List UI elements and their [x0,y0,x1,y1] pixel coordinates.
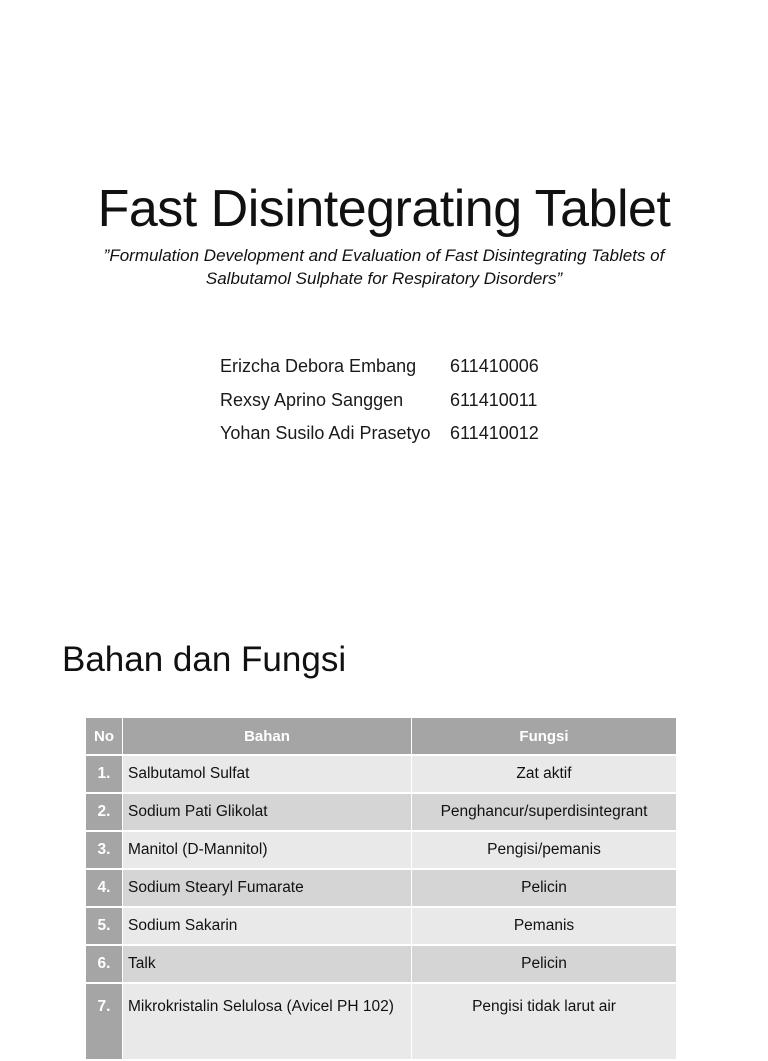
slide-title: Fast Disintegrating Tablet [97,180,671,238]
row-bahan: Manitol (D-Mannitol) [123,832,412,870]
author-row [220,417,539,451]
row-fungsi: Zat aktif [412,756,676,794]
author-name: Yohan Susilo Adi Prasetyo [220,423,431,443]
materials-table [86,718,676,1061]
row-bahan: Salbutamol Sulfat [123,756,412,794]
table-header-row [86,718,676,756]
header-no: No [86,718,123,756]
row-number: 3. [86,832,123,870]
table-row [86,794,676,832]
author-id: 611410006 [450,356,539,376]
table-row [86,756,676,794]
author-name: Rexsy Aprino Sanggen [220,389,404,410]
table-row [86,908,676,946]
row-fungsi: Pemanis [412,908,676,946]
row-number: 4. [86,870,123,908]
author-id: 611410011 [450,389,538,410]
row-bahan: Mikrokristalin Selulosa (Avicel PH 102) [123,984,412,1061]
row-fungsi: Pengisi/pemanis [412,832,676,870]
row-number: 1. [86,756,123,794]
section-title: Bahan dan Fungsi [62,640,347,679]
table-row [86,946,676,984]
header-fungsi: Fungsi [412,718,676,756]
row-bahan: Talk [123,946,412,984]
author-name: Erizcha Debora Embang [220,356,417,376]
author-list [220,350,539,451]
row-fungsi: Pelicin [412,870,676,908]
row-bahan: Sodium Sakarin [123,908,412,946]
author-row [220,350,539,384]
table-row [86,870,676,908]
row-fungsi: Pelicin [412,946,676,984]
row-bahan: Sodium Pati Glikolat [123,794,412,832]
subtitle-line-2: Salbutamol Sulphate for Respiratory Disorders” [205,269,563,288]
row-number: 2. [86,794,123,832]
slide-subtitle [40,244,728,290]
author-id: 611410012 [450,423,539,443]
row-number: 7. [86,984,123,1061]
table-row [86,832,676,870]
header-bahan: Bahan [123,718,412,756]
materials-slide [0,590,768,1024]
table-row [86,984,676,1061]
row-fungsi: Pengisi tidak larut air [412,984,676,1061]
row-number: 5. [86,908,123,946]
row-bahan: Sodium Stearyl Fumarate [123,870,412,908]
row-number: 6. [86,946,123,984]
author-row [220,384,539,418]
row-fungsi: Penghancur/superdisintegrant [412,794,676,832]
subtitle-line-1: ”Formulation Development and Evaluation of Fast Disintegrating Tablets of [103,246,665,265]
